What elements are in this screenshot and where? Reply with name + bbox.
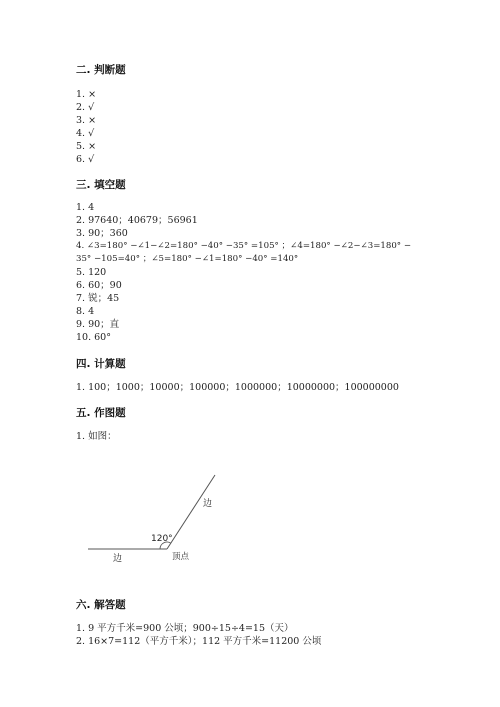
side-label-top: 边 [203, 499, 213, 509]
answer-line: 4. √ [76, 128, 95, 139]
angle-label: 120° [151, 534, 173, 544]
section-title-judgement: 二. 判断题 [76, 64, 126, 76]
answer-line: 3. × [76, 115, 97, 126]
answer-line: 10. 60° [76, 332, 111, 343]
section-title-word-problems: 六. 解答题 [76, 599, 126, 611]
answer-line: 8. 4 [76, 306, 95, 317]
answer-line: 3. 90；360 [76, 228, 128, 239]
answer-line: 1. × [76, 89, 97, 100]
answer-line: 4. ∠3=180° −∠1−∠2=180° −40° −35° =105° ；∠4=180° −∠2−∠3=180° − [76, 241, 412, 251]
answer-line: 5. 120 [76, 267, 107, 278]
section-title-fill-blank: 三. 填空题 [76, 179, 126, 191]
answer-line: 6. 60；90 [76, 280, 122, 291]
answer-line: 1. 4 [76, 202, 95, 213]
answer-line: 1. 9 平方千米=900 公顷；900÷15÷4=15（天） [76, 623, 294, 634]
answer-line: 35° −105=40° ；∠5=180° −∠1=180° −40° =140° [76, 254, 299, 264]
answer-line: 2. √ [76, 102, 95, 113]
vertex-label: 顶点 [172, 552, 190, 562]
answer-line: 5. × [76, 141, 97, 152]
answer-line: 9. 90；直 [76, 319, 120, 330]
answer-line: 2. 97640；40679；56961 [76, 215, 198, 226]
angle-figure [80, 462, 240, 572]
answer-line: 2. 16×7=112（平方千米）；112 平方千米=11200 公顷 [76, 636, 322, 647]
answer-line: 7. 锐；45 [76, 293, 120, 304]
section-title-calculation: 四. 计算题 [76, 358, 126, 370]
side-label-bottom: 边 [113, 554, 123, 564]
answer-line: 1. 100；1000；10000；100000；1000000；10000000；100000000 [76, 382, 399, 393]
answer-line: 6. √ [76, 154, 95, 165]
angle-top-side [167, 475, 215, 549]
answer-line: 1. 如图： [76, 431, 117, 442]
section-title-drawing: 五. 作图题 [76, 407, 126, 419]
